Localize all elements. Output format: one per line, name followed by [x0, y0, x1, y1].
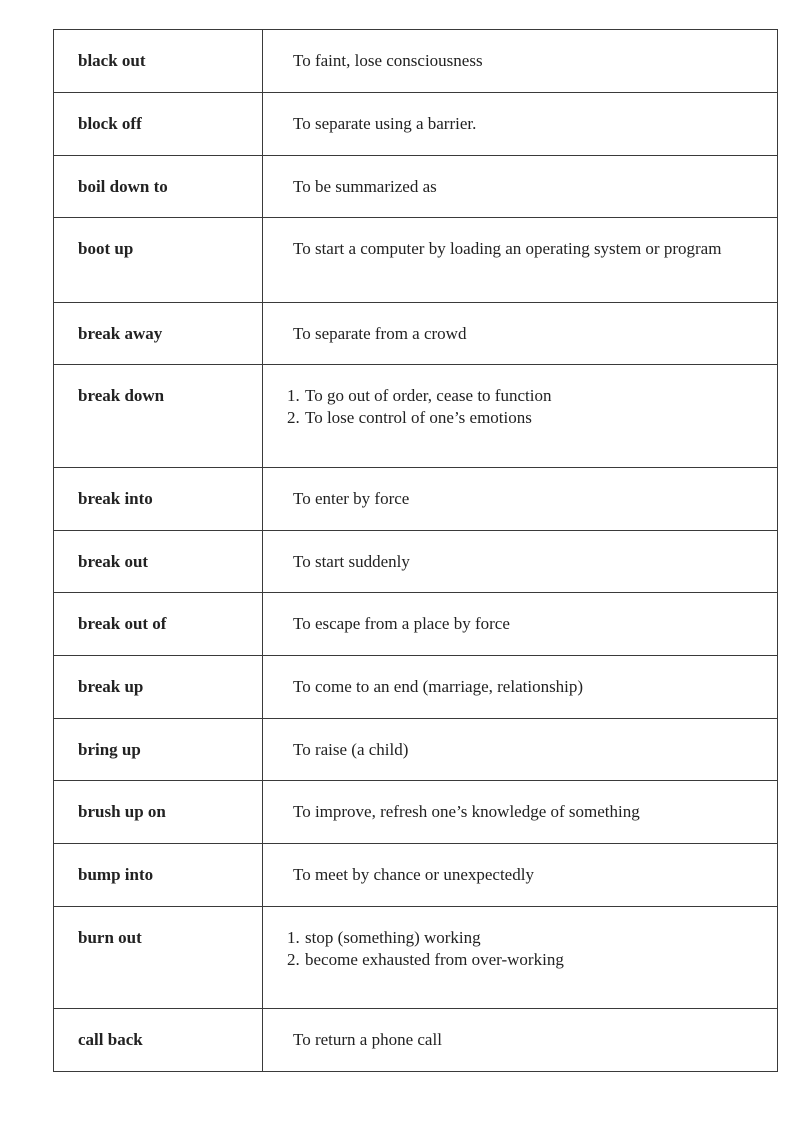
term-cell [54, 156, 263, 218]
definition-text: To return a phone call [293, 1030, 442, 1049]
definition-list-item [287, 927, 757, 949]
table-row [54, 156, 778, 218]
table-row [54, 907, 778, 1009]
term-cell [54, 907, 263, 1009]
term-text: bring up [78, 740, 141, 759]
table-row [54, 656, 778, 719]
term-text: boot up [78, 239, 134, 258]
definition-list [287, 385, 757, 429]
term-cell [54, 93, 263, 156]
term-text: black out [78, 51, 146, 70]
definition-text: To separate using a barrier. [293, 114, 477, 133]
term-cell [54, 1009, 263, 1072]
term-cell [54, 303, 263, 365]
definition-list [287, 927, 757, 971]
term-text: break up [78, 677, 144, 696]
definition-cell [263, 30, 778, 93]
definition-list-item [287, 949, 757, 971]
definition-list-item [287, 385, 757, 407]
table-row [54, 719, 778, 781]
table-row [54, 844, 778, 907]
term-text: brush up on [78, 802, 166, 821]
definition-cell [263, 656, 778, 719]
definition-text: To go out of order, cease to function [305, 386, 552, 405]
phrasal-verbs-table [53, 29, 778, 1072]
definition-text: To escape from a place by force [293, 614, 510, 633]
term-text: block off [78, 114, 142, 133]
definition-text: To raise (a child) [293, 740, 409, 759]
table-row [54, 468, 778, 531]
term-cell [54, 844, 263, 907]
term-text: break away [78, 324, 163, 343]
definition-text: To start a computer by loading an operating system or program [293, 239, 722, 258]
list-number: 2. [287, 950, 300, 969]
term-text: break into [78, 489, 153, 508]
definition-cell [263, 218, 778, 303]
table-row [54, 365, 778, 468]
table-row [54, 593, 778, 656]
table-row [54, 1009, 778, 1072]
table-row [54, 531, 778, 593]
definition-cell [263, 907, 778, 1009]
table-row [54, 303, 778, 365]
term-cell [54, 30, 263, 93]
definition-cell [263, 468, 778, 531]
term-cell [54, 468, 263, 531]
definition-text: To come to an end (marriage, relationship) [293, 677, 584, 696]
definition-cell [263, 365, 778, 468]
term-text: boil down to [78, 177, 168, 196]
definition-cell [263, 719, 778, 781]
definition-text: To meet by chance or unexpectedly [293, 865, 534, 884]
term-text: call back [78, 1030, 143, 1049]
term-cell [54, 719, 263, 781]
definition-text: stop (something) working [305, 928, 481, 947]
term-cell [54, 365, 263, 468]
definition-text: To enter by force [293, 489, 410, 508]
term-text: break out of [78, 614, 167, 633]
table-row [54, 781, 778, 844]
list-number: 2. [287, 408, 300, 427]
term-cell [54, 781, 263, 844]
term-text: break out [78, 552, 149, 571]
definition-text: To be summarized as [293, 177, 437, 196]
table-row [54, 218, 778, 303]
list-number: 1. [287, 386, 300, 405]
table-body [54, 30, 778, 1072]
term-cell [54, 593, 263, 656]
definition-cell [263, 781, 778, 844]
term-cell [54, 531, 263, 593]
term-cell [54, 656, 263, 719]
definition-text: To faint, lose consciousness [293, 51, 483, 70]
definition-text: To lose control of one’s emotions [305, 408, 532, 427]
definition-cell [263, 156, 778, 218]
definition-cell [263, 844, 778, 907]
term-cell [54, 218, 263, 303]
definition-cell [263, 93, 778, 156]
definition-cell [263, 303, 778, 365]
definition-cell [263, 531, 778, 593]
definition-list-item [287, 407, 757, 429]
table-row [54, 30, 778, 93]
list-number: 1. [287, 928, 300, 947]
term-text: burn out [78, 928, 142, 947]
definition-text: To start suddenly [293, 552, 410, 571]
definition-text: To improve, refresh one’s knowledge of something [293, 802, 640, 821]
definition-text: To separate from a crowd [293, 324, 467, 343]
definition-text: become exhausted from over-working [305, 950, 564, 969]
table-row [54, 93, 778, 156]
definition-cell [263, 1009, 778, 1072]
term-text: break down [78, 386, 165, 405]
definition-cell [263, 593, 778, 656]
term-text: bump into [78, 865, 154, 884]
